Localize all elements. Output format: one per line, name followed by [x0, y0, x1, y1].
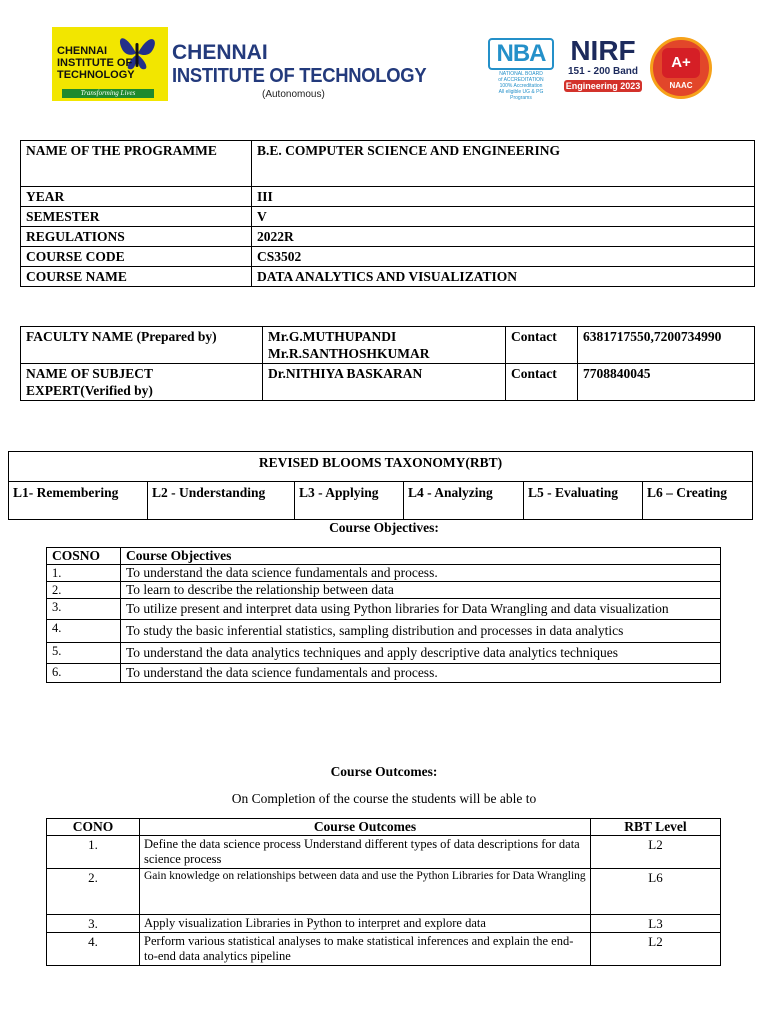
outcome-text: Define the data science process Understand different types of data descriptions for data science process: [140, 836, 591, 869]
logo-tagline: Transforming Lives: [62, 89, 154, 98]
objective-no: 2.: [47, 582, 121, 599]
objective-text: To learn to describe the relationship between data: [121, 582, 721, 599]
objective-no: 1.: [47, 565, 121, 582]
naac-grade: A+: [662, 48, 700, 78]
logo-line: CHENNAI: [57, 45, 108, 57]
objectives-col-text: Course Objectives: [121, 548, 721, 565]
table-row: [9, 482, 753, 520]
course-code-value: CS3502: [252, 247, 755, 267]
nba-mark: NBA: [488, 38, 554, 70]
table-row: [47, 933, 721, 966]
table-row: [21, 267, 755, 287]
logo-line: TECHNOLOGY: [57, 69, 135, 81]
contact-value: 6381717550,7200734990: [578, 327, 755, 364]
nba-caption: [488, 71, 554, 101]
contact-value: 7708840045: [578, 364, 755, 401]
rbt-table: [8, 451, 753, 520]
course-code-label: COURSE CODE: [21, 247, 252, 267]
faculty-name: Mr.R.SANTHOSHKUMAR: [268, 346, 430, 361]
objective-no: 6.: [47, 664, 121, 683]
expert-name: Dr.NITHIYA BASKARAN: [268, 366, 423, 381]
table-row: [47, 869, 721, 915]
rbt-title: REVISED BLOOMS TAXONOMY(RBT): [9, 452, 753, 482]
nba-caption-line: 100% Accreditation: [499, 83, 543, 89]
year-label: YEAR: [21, 187, 252, 207]
nba-caption-line: of ACCREDITATION: [498, 77, 544, 83]
regulations-label: REGULATIONS: [21, 227, 252, 247]
outcomes-col-level: RBT Level: [591, 819, 721, 836]
cit-logo: [52, 27, 168, 101]
outcomes-col-text: Course Outcomes: [140, 819, 591, 836]
table-row: [47, 548, 721, 565]
rbt-level: L3 - Applying: [295, 482, 404, 520]
table-row: [21, 187, 755, 207]
outcomes-heading: Course Outcomes:: [330, 764, 438, 779]
expert-names: [263, 364, 506, 401]
table-row: [21, 364, 755, 401]
year-value: III: [252, 187, 755, 207]
faculty-table: [20, 326, 755, 401]
objective-text: To understand the data science fundamentals and process.: [121, 565, 721, 582]
nirf-band: 151 - 200 Band: [567, 66, 639, 77]
outcome-no: 4.: [47, 933, 140, 966]
table-row: [47, 664, 721, 683]
objective-no: 5.: [47, 643, 121, 664]
rbt-level: L2 - Understanding: [148, 482, 295, 520]
table-row: [47, 582, 721, 599]
faculty-label: FACULTY NAME (Prepared by): [21, 327, 263, 364]
programme-label: NAME OF THE PROGRAMME: [21, 141, 252, 187]
outcome-no: 1.: [47, 836, 140, 869]
course-name-value: DATA ANALYTICS AND VISUALIZATION: [252, 267, 755, 287]
table-row: [21, 247, 755, 267]
objective-no: 3.: [47, 599, 121, 620]
table-row: [21, 141, 755, 187]
objective-text: To understand the data analytics techniques and apply descriptive data analytics techniques: [121, 643, 721, 664]
outcome-text: Perform various statistical analyses to make statistical inferences and explain the end-to-end data analytics pipeline: [140, 933, 591, 966]
outcome-level: L6: [591, 869, 721, 915]
logo-line: INSTITUTE OF: [57, 57, 133, 69]
outcome-level: L3: [591, 915, 721, 933]
table-row: [21, 227, 755, 247]
outcome-text: Apply visualization Libraries in Python to interpret and explore data: [140, 915, 591, 933]
table-row: [47, 915, 721, 933]
outcomes-intro: On Completion of the course the students will be able to: [231, 791, 537, 806]
table-row: [21, 207, 755, 227]
contact-label: Contact: [506, 364, 578, 401]
objective-text: To study the basic inferential statistics, sampling distribution and processes in data analytics: [121, 620, 721, 643]
outcome-no: 3.: [47, 915, 140, 933]
table-row: [47, 620, 721, 643]
table-row: [9, 452, 753, 482]
institute-name: [172, 42, 448, 88]
table-row: [47, 643, 721, 664]
outcome-text: Gain knowledge on relationships between data and use the Python Libraries for Data Wrangling: [140, 869, 591, 915]
outcome-level: L2: [591, 836, 721, 869]
objective-text: To utilize present and interpret data using Python libraries for Data Wrangling and data visualization: [121, 599, 721, 620]
outcomes-col-no: CONO: [47, 819, 140, 836]
autonomous-label: (Autonomous): [262, 89, 325, 100]
nba-logo: [488, 38, 554, 101]
naac-label: NAAC: [669, 81, 693, 90]
contact-label: Contact: [506, 327, 578, 364]
naac-logo: [650, 37, 714, 101]
nirf-category: Engineering 2023: [565, 81, 641, 91]
programme-value: B.E. COMPUTER SCIENCE AND ENGINEERING: [252, 141, 755, 187]
table-row: [21, 327, 755, 364]
rbt-level: L1- Remembering: [9, 482, 148, 520]
objective-text: To understand the data science fundamentals and process.: [121, 664, 721, 683]
faculty-name: Mr.G.MUTHUPANDI: [268, 329, 397, 344]
objectives-heading: Course Objectives:: [329, 520, 439, 535]
rbt-level: L5 - Evaluating: [524, 482, 643, 520]
table-row: [47, 836, 721, 869]
institute-name-line2: INSTITUTE OF TECHNOLOGY: [172, 65, 427, 87]
outcomes-table: [46, 818, 721, 966]
outcome-level: L2: [591, 933, 721, 966]
outcome-no: 2.: [47, 869, 140, 915]
institute-name-line1: CHENNAI: [172, 41, 268, 64]
nirf-logo: [562, 36, 644, 98]
objective-no: 4.: [47, 620, 121, 643]
regulations-value: 2022R: [252, 227, 755, 247]
faculty-names: [263, 327, 506, 364]
semester-value: V: [252, 207, 755, 227]
table-row: [47, 599, 721, 620]
course-name-label: COURSE NAME: [21, 267, 252, 287]
nba-caption-line: All eligible UG & PG Programs: [498, 89, 544, 101]
nirf-title: NIRF: [570, 35, 636, 66]
table-row: [47, 565, 721, 582]
table-row: [47, 819, 721, 836]
rbt-level: L6 – Creating: [643, 482, 753, 520]
programme-table: [20, 140, 755, 287]
logo-text: [57, 45, 135, 81]
semester-label: SEMESTER: [21, 207, 252, 227]
objectives-table: [46, 547, 721, 683]
rbt-level: L4 - Analyzing: [404, 482, 524, 520]
expert-label: NAME OF SUBJECT EXPERT(Verified by): [21, 364, 263, 401]
objectives-col-no: COSNO: [47, 548, 121, 565]
nba-caption-line: NATIONAL BOARD: [499, 71, 543, 77]
